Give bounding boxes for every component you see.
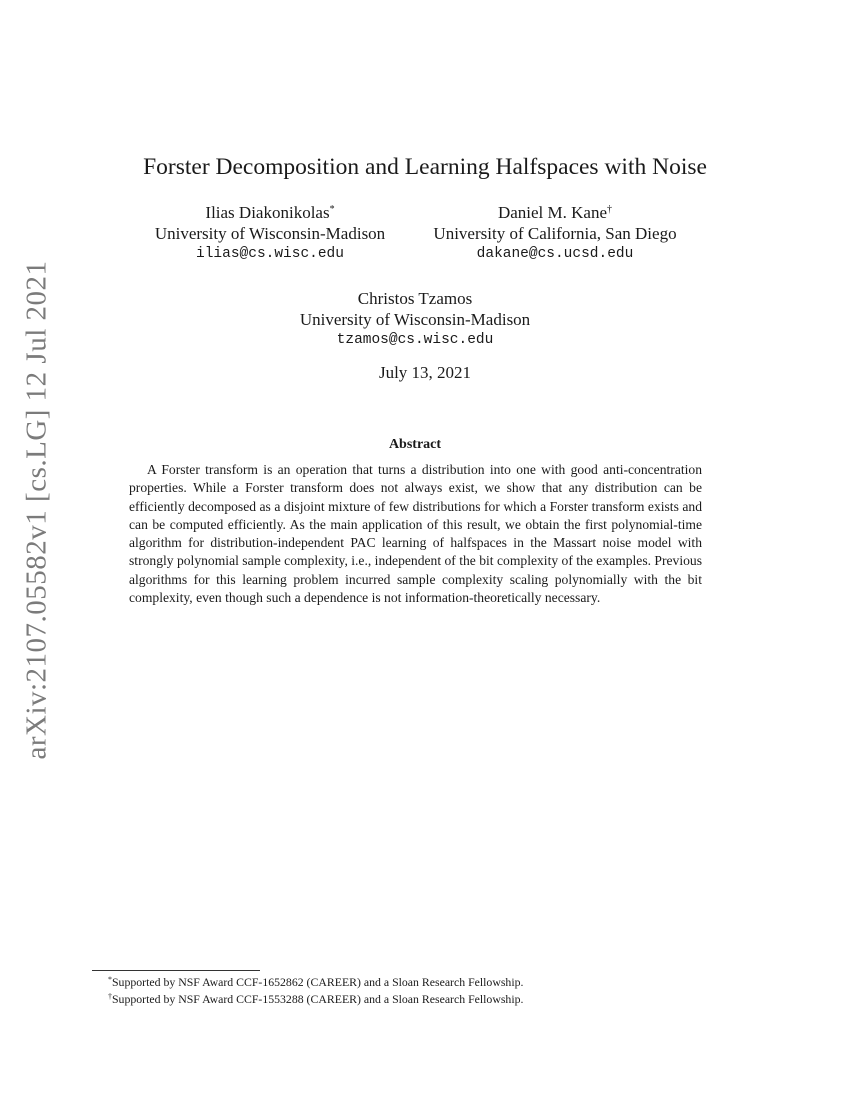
footnote-text: Supported by NSF Award CCF-1652862 (CAREER) and a Sloan Research Fellowship. <box>112 975 524 989</box>
author-name: Ilias Diakonikolas <box>205 203 330 222</box>
author-block-1 <box>120 202 420 265</box>
footnote-item <box>108 991 728 1008</box>
author-affiliation: University of Wisconsin-Madison <box>154 224 386 243</box>
footnote-mark: * <box>108 975 112 984</box>
author-email[interactable]: ilias@cs.wisc.edu <box>196 246 344 262</box>
footnote-item <box>108 974 728 991</box>
footnotes <box>108 974 728 1008</box>
abstract-body: A Forster transform is an operation that turns a distribution into one with good anti-concentration properties. While a Forster transform does not always exist, we show that any distribution can be efficiently decomposed as a disjoint mixture of few distributions for which a Forster transform exists and can be computed efficiently. As the main application of this result, we obtain the first polynomial-time algorithm for distribution-independent PAC learning of halfspaces in the Massart noise model with strongly polynomial sample complexity, i.e., independent of the bit complexity of the examples. Previous algorithms for this learning problem incurred sample complexity scaling polynomially with the bit complexity, even though such a dependence is not information-theoretically necessary. <box>129 462 702 606</box>
author-email[interactable]: dakane@cs.ucsd.edu <box>476 246 634 262</box>
author-name: Christos Tzamos <box>357 289 473 308</box>
paper-title: Forster Decomposition and Learning Halfspaces with Noise <box>143 154 707 180</box>
author-block-2 <box>405 202 705 265</box>
arxiv-identifier-stamp: arXiv:2107.05582v1 [cs.LG] 12 Jul 2021 <box>20 260 53 760</box>
abstract-heading: Abstract <box>388 437 442 452</box>
footnote-text: Supported by NSF Award CCF-1553288 (CAREER) and a Sloan Research Fellowship. <box>112 992 524 1006</box>
author-affiliation: University of Wisconsin-Madison <box>299 310 531 329</box>
author-name-line <box>405 202 705 223</box>
author-block-3 <box>265 288 565 351</box>
footnote-divider <box>92 970 260 971</box>
author-email[interactable]: tzamos@cs.wisc.edu <box>336 332 494 348</box>
author-name-line <box>265 288 565 309</box>
author-footnote-mark: * <box>329 204 335 215</box>
author-name: Daniel M. Kane <box>497 203 608 222</box>
author-footnote-mark: † <box>607 204 613 215</box>
author-affiliation: University of California, San Diego <box>433 224 677 243</box>
paper-date: July 13, 2021 <box>378 363 472 382</box>
footnote-mark: † <box>108 992 112 1001</box>
author-name-line <box>120 202 420 223</box>
